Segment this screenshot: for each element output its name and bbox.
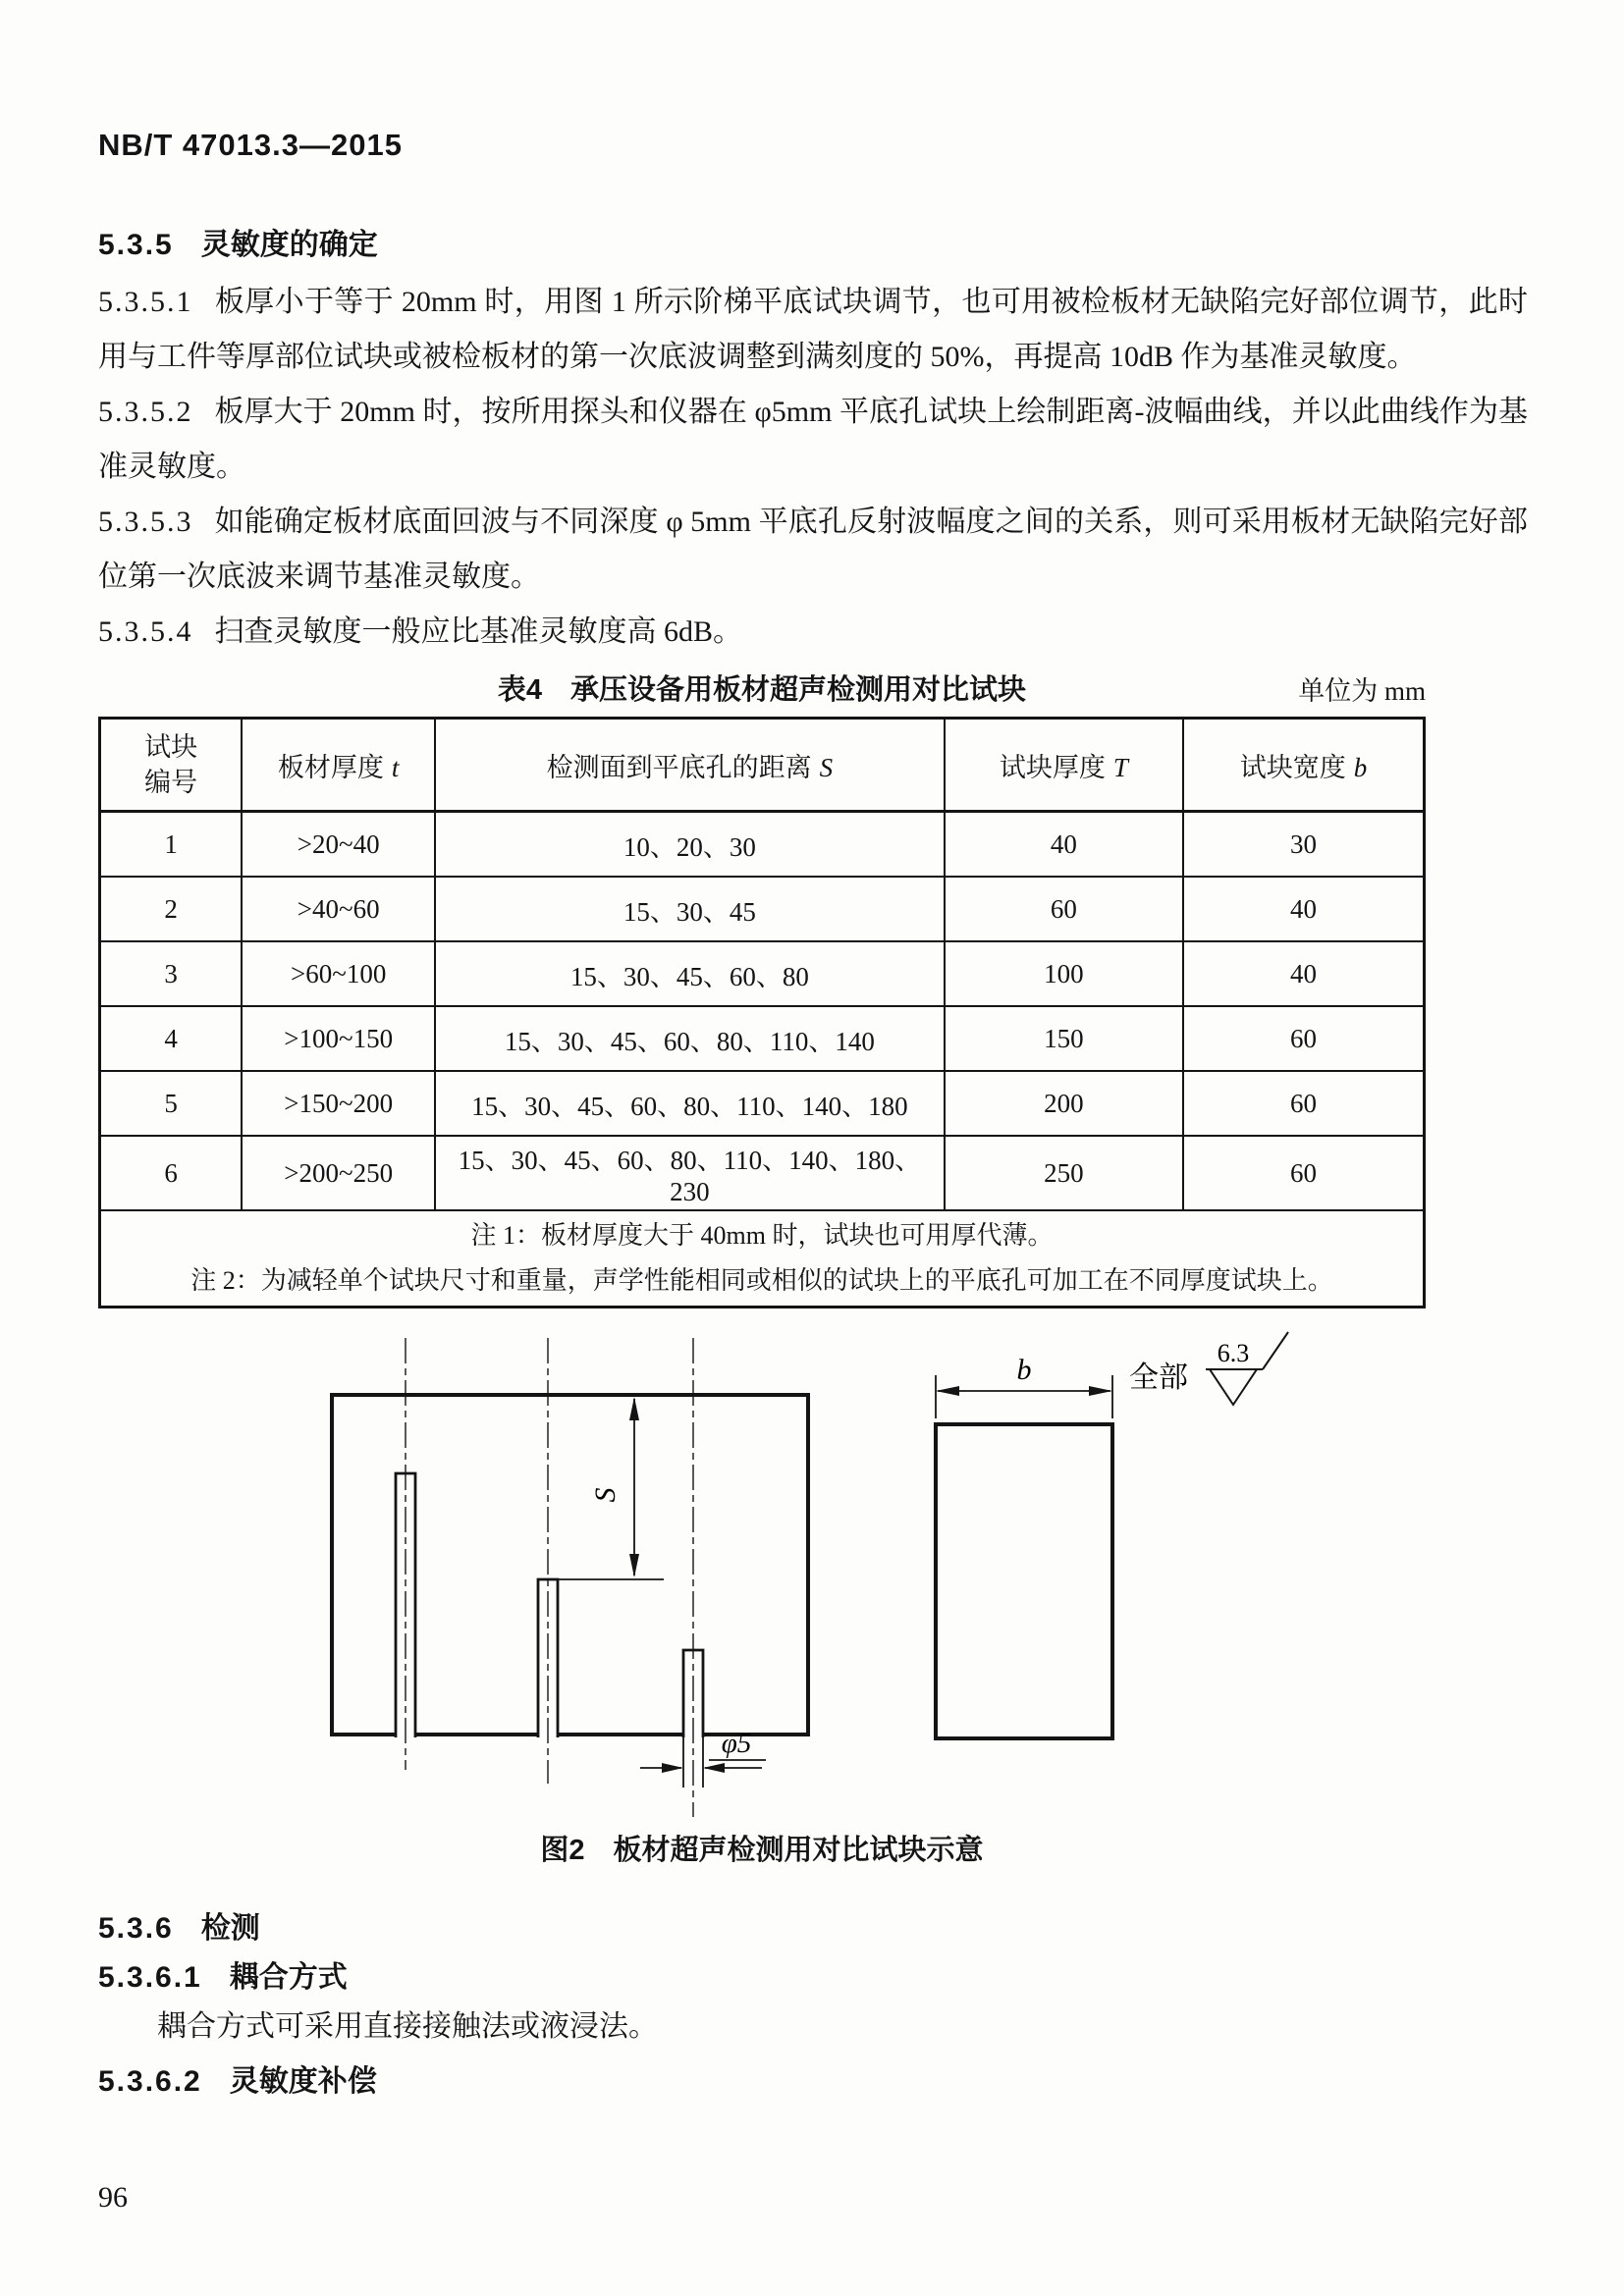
table-header-row xyxy=(100,719,1425,812)
section-heading-5-3-6: 5.3.6 检测 xyxy=(98,1912,260,1945)
paragraph-5-3-6-1-text: 耦合方式可采用直接接触法或液浸法。 xyxy=(157,2010,658,2043)
s-dimension-label: S xyxy=(589,1487,622,1503)
roughness-all-label: 全部 xyxy=(1129,1362,1188,1394)
figure-caption: 图2 板材超声检测用对比试块示意 xyxy=(540,1835,984,1866)
doc-number: NB/T 47013.3—2015 xyxy=(98,128,403,162)
paragraph-5-3-5-3 xyxy=(98,495,1528,605)
surface-roughness-symbol xyxy=(1129,1332,1288,1405)
paragraph-text: 扫查灵敏度一般应比基准灵敏度高 6dB。 xyxy=(214,615,743,648)
header-cell-block-no: 试块编号 xyxy=(100,719,243,812)
tail-sections xyxy=(98,1907,1528,2104)
paragraph-5-3-5-4 xyxy=(98,605,1528,660)
paragraph-5-3-5-1 xyxy=(98,275,1528,385)
figure-svg xyxy=(224,1326,1392,1822)
paragraph-number: 5.3.5.1 xyxy=(98,286,193,318)
table-caption: 表4 承压设备用板材超声检测用对比试块 xyxy=(497,674,1027,706)
b-dimension-label: b xyxy=(1016,1354,1032,1386)
table-row: 3 >60~100 15、30、45、60、80 100 40 xyxy=(100,941,1425,1006)
section-heading-5-3-6-1: 5.3.6.1 耦合方式 xyxy=(98,1961,348,1994)
figure-2 xyxy=(224,1326,1528,1827)
table-row: 1 >20~40 10、20、30 40 30 xyxy=(100,812,1425,878)
b-dimension xyxy=(936,1354,1112,1418)
comparison-blocks-table xyxy=(98,717,1426,1308)
s-dimension xyxy=(558,1397,664,1579)
paragraph-number: 5.3.5.4 xyxy=(98,615,193,648)
unit-label: 单位为 mm xyxy=(1298,676,1426,706)
table-row: 4 >100~150 15、30、45、60、80、110、140 150 60 xyxy=(100,1006,1425,1071)
section-heading-5-3-6-2: 5.3.6.2 灵敏度补偿 xyxy=(98,2065,377,2098)
table-row: 5 >150~200 15、30、45、60、80、110、140、180 200 60 xyxy=(100,1071,1425,1136)
header-cell-distance: 检测面到平底孔的距离 S xyxy=(435,719,945,812)
header-cell-plate-thickness: 板材厚度 t xyxy=(242,719,435,812)
table-notes-row xyxy=(100,1210,1425,1308)
document-body xyxy=(98,126,1528,2104)
table-row: 6 >200~250 15、30、45、60、80、110、140、180、230 250 60 xyxy=(100,1136,1425,1210)
clause-paragraphs xyxy=(98,275,1528,660)
paragraph-number: 5.3.5.3 xyxy=(98,506,193,538)
page-number: 96 xyxy=(98,2181,128,2214)
paragraph-text: 板厚大于 20mm 时，按所用探头和仪器在 φ5mm 平底孔试块上绘制距离-波幅曲线，并以此曲线作为基准灵敏度。 xyxy=(98,396,1528,483)
table-note-2: 注 2：为减轻单个试块尺寸和重量，声学性能相同或相似的试块上的平底孔可加工在不同厚度试块上。 xyxy=(190,1266,1333,1295)
paragraph-text: 板厚小于等于 20mm 时，用图 1 所示阶梯平底试块调节，也可用被检板材无缺陷完好部位调节，此时用与工件等厚部位试块或被检板材的第一次底波调整到满刻度的 50%，再提高 10dB 作为基准灵敏度。 xyxy=(98,286,1528,373)
paragraph-number: 5.3.5.2 xyxy=(98,396,193,428)
section-heading-5-3-5 xyxy=(98,224,1528,267)
section-number: 5.3.5 xyxy=(98,229,174,261)
side-view-rect xyxy=(936,1424,1112,1738)
table-note-1: 注 1：板材厚度大于 40mm 时，试块也可用厚代薄。 xyxy=(470,1221,1054,1250)
header-cell-block-width: 试块宽度 b xyxy=(1183,719,1424,812)
phi5-dimension-label: φ5 xyxy=(721,1728,752,1759)
table-row: 2 >40~60 15、30、45 60 40 xyxy=(100,877,1425,941)
header-cell-block-thickness: 试块厚度 T xyxy=(945,719,1183,812)
paragraph-5-3-5-2 xyxy=(98,385,1528,495)
paragraph-text: 如能确定板材底面回波与不同深度 φ 5mm 平底孔反射波幅度之间的关系，则可采用板材无缺陷完好部位第一次底波来调节基准灵敏度。 xyxy=(98,506,1528,593)
table-caption-row xyxy=(98,667,1528,713)
section-title: 灵敏度的确定 xyxy=(200,229,378,261)
roughness-value: 6.3 xyxy=(1217,1339,1250,1367)
